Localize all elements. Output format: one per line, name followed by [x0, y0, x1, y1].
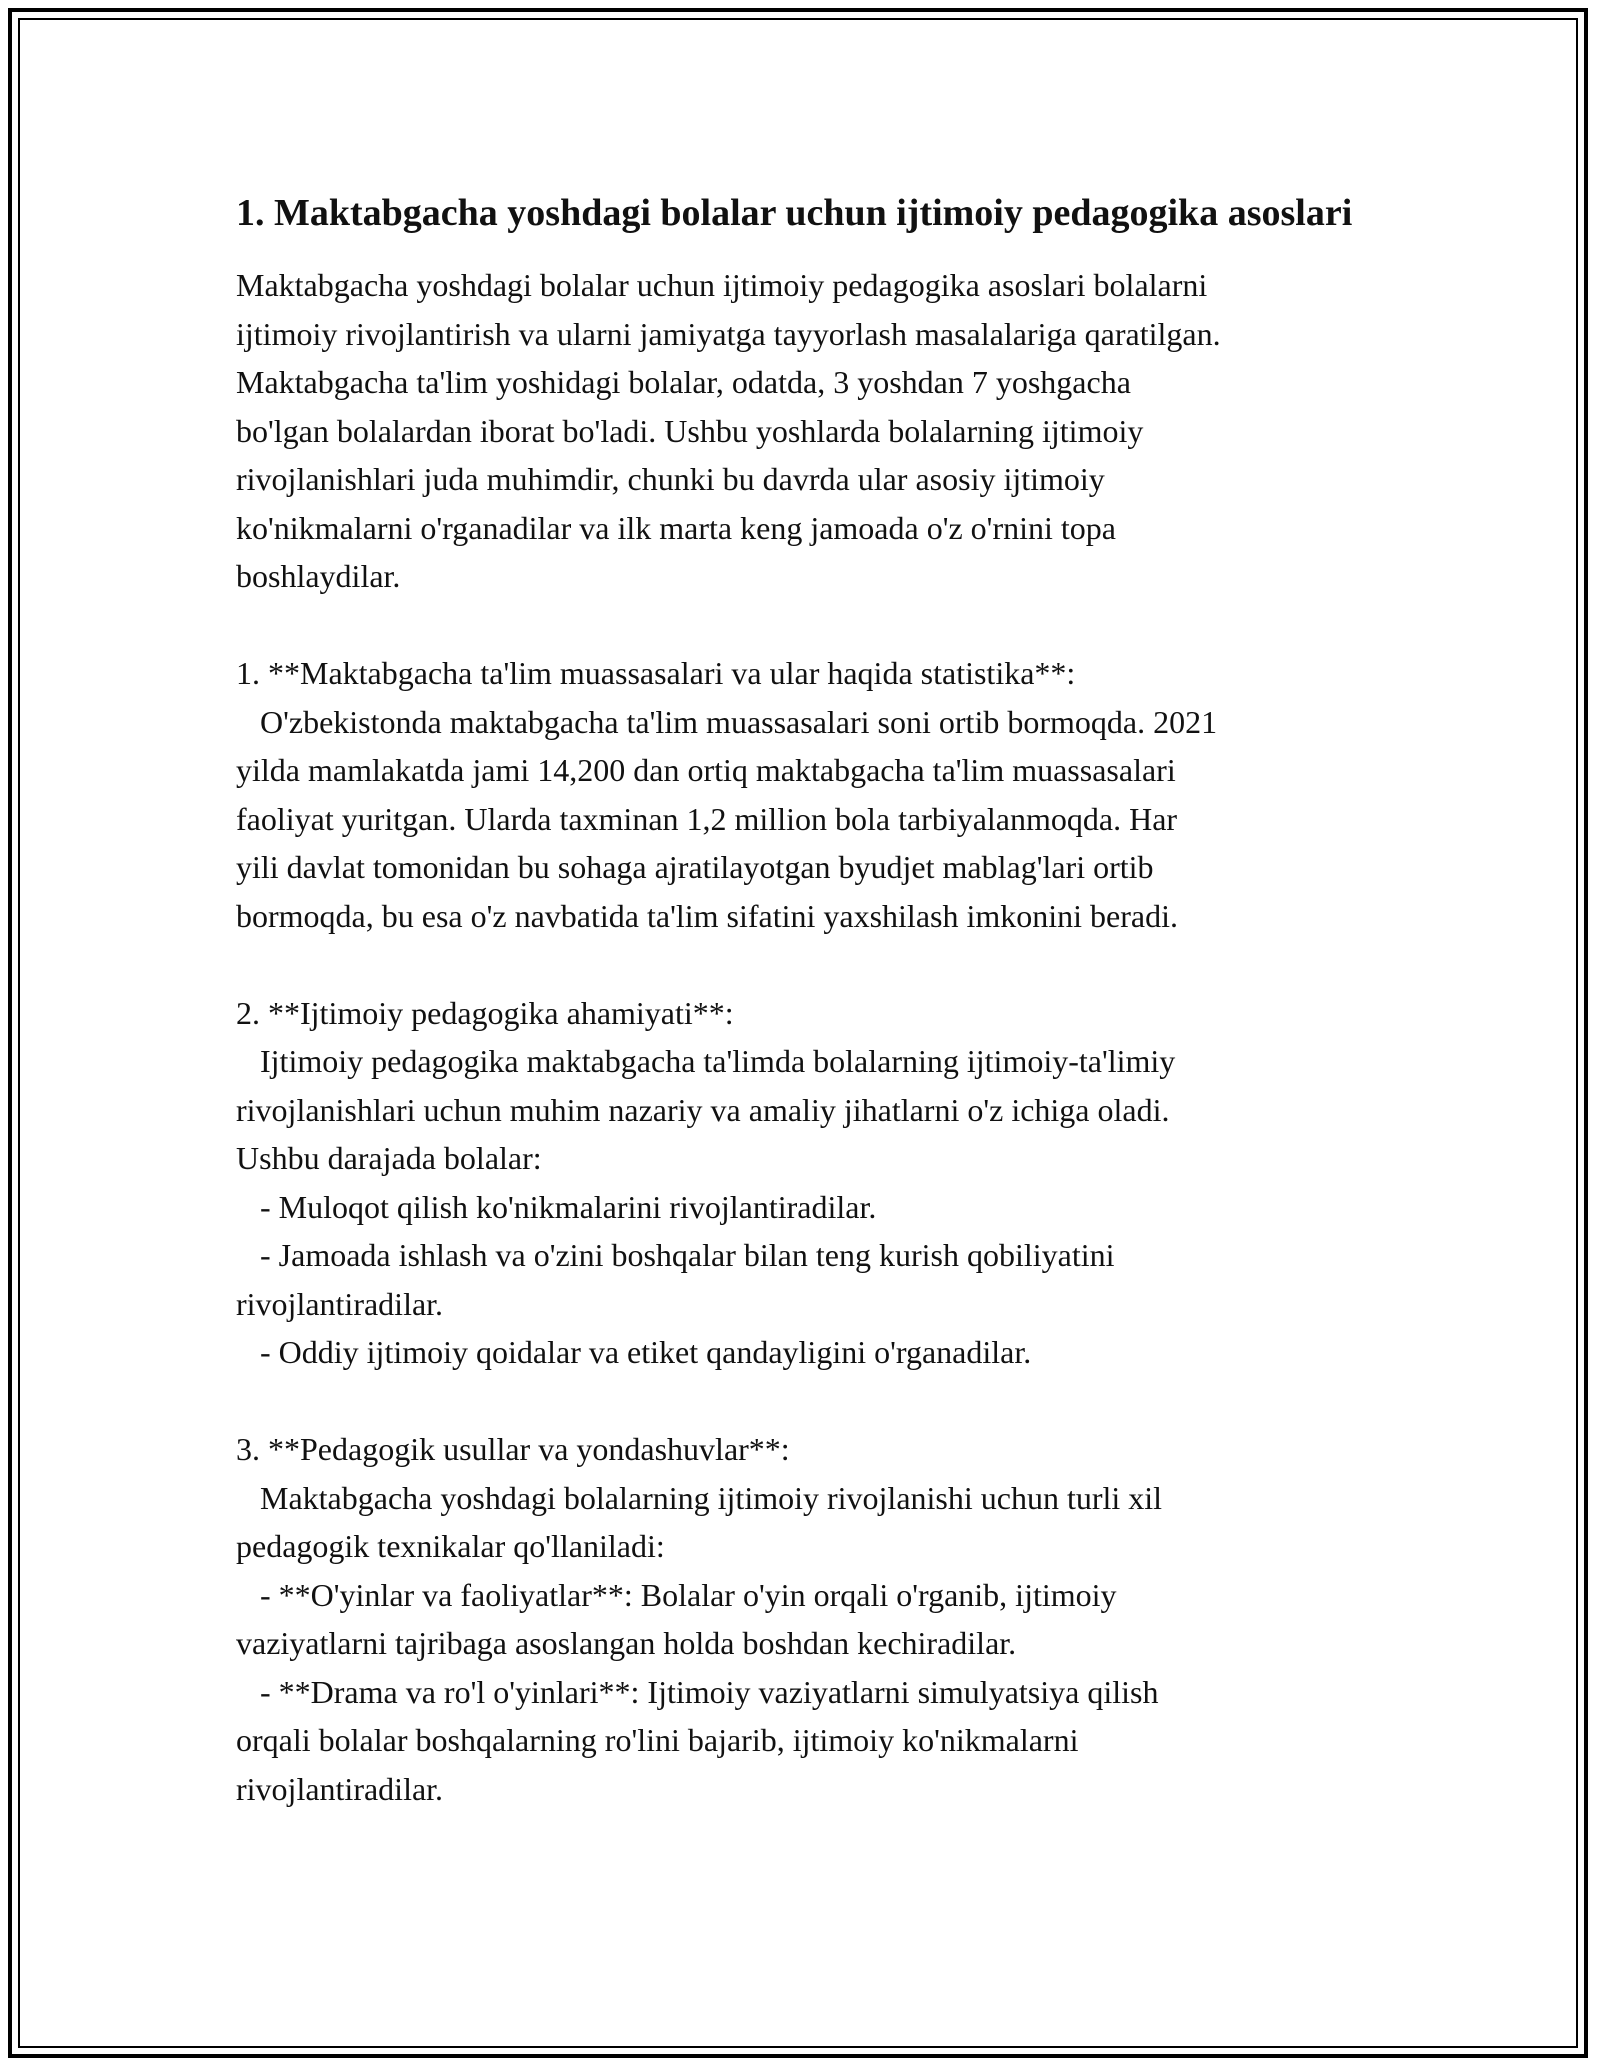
document-body	[236, 186, 1386, 1813]
text-line: ko'nikmalarni o'rganadilar va ilk marta keng jamoada o'z o'rnini topa	[236, 509, 1116, 546]
text-line: bo'lgan bolalardan iborat bo'ladi. Ushbu yoshlarda bolalarning ijtimoiy	[236, 412, 1144, 449]
text-line: - Muloqot qilish ko'nikmalarini rivojlantiradilar.	[236, 1188, 877, 1225]
text-line: 2. **Ijtimoiy pedagogika ahamiyati**:	[236, 994, 734, 1031]
text-line: orqali bolalar boshqalarning ro'lini bajarib, ijtimoiy ko'nikmalarni	[236, 1722, 1079, 1758]
text-line: rivojlanishlari uchun muhim nazariy va amaliy jihatlarni o'z ichiga oladi.	[236, 1091, 1170, 1128]
text-line: bormoqda, bu esa o'z navbatida ta'lim sifatini yaxshilash imkonini beradi.	[236, 897, 1178, 934]
text-line: pedagogik texnikalar qo'llaniladi:	[236, 1528, 665, 1564]
text-line: O'zbekistonda maktabgacha ta'lim muassasalari soni ortib bormoqda. 2021	[236, 703, 1218, 740]
text-line: rivojlantiradilar.	[236, 1285, 444, 1322]
paragraph	[236, 649, 1386, 940]
text-line: rivojlanishlari juda muhimdir, chunki bu davrda ular asosiy ijtimoiy	[236, 461, 1105, 497]
text-line: boshlaydilar.	[236, 558, 401, 594]
text-line: Maktabgacha yoshdagi bolalar uchun ijtimoiy pedagogika asoslari bolalarni	[236, 267, 1208, 303]
text-line: Ijtimoiy pedagogika maktabgacha ta'limda bolalarning ijtimoiy-ta'limiy	[236, 1043, 1176, 1079]
text-line: ijtimoiy rivojlantirish va ularni jamiyatga tayyorlash masalalariga qaratilgan.	[236, 315, 1221, 352]
paragraph-gap	[236, 601, 1386, 650]
document-heading: 1. Maktabgacha yoshdagi bolalar uchun ijtimoiy pedagogika asoslari	[236, 192, 1353, 234]
text-line: yilda mamlakatda jami 14,200 dan ortiq maktabgacha ta'lim muassasalari	[236, 752, 1176, 788]
text-line: vaziyatlarni tajribaga asoslangan holda boshdan kechiradilar.	[236, 1625, 1017, 1661]
paragraph-gap	[236, 1377, 1386, 1426]
text-line: - **Drama va ro'l o'yinlari**: Ijtimoiy vaziyatlarni simulyatsiya qilish	[236, 1673, 1159, 1710]
text-line: yili davlat tomonidan bu sohaga ajratilayotgan byudjet mablag'lari ortib	[236, 849, 1154, 885]
text-line: - Oddiy ijtimoiy qoidalar va etiket qandayligini o'rganadilar.	[236, 1334, 1032, 1370]
text-line: Maktabgacha ta'lim yoshidagi bolalar, odatda, 3 yoshdan 7 yoshgacha	[236, 364, 1131, 400]
text-line: faoliyat yuritgan. Ularda taxminan 1,2 million bola tarbiyalanmoqda. Har	[236, 800, 1178, 837]
text-line: - **O'yinlar va faoliyatlar**: Bolalar o'yin orqali o'rganib, ijtimoiy	[236, 1576, 1117, 1613]
text-line: Ushbu darajada bolalar:	[236, 1140, 542, 1176]
text-line: 3. **Pedagogik usullar va yondashuvlar**:	[236, 1431, 790, 1467]
text-line: - Jamoada ishlash va o'zini boshqalar bilan teng kurish qobiliyatini	[236, 1237, 1115, 1273]
paragraph	[236, 989, 1386, 1377]
paragraph-gap	[236, 940, 1386, 989]
text-line: rivojlantiradilar.	[236, 1770, 444, 1807]
paragraph	[236, 1425, 1386, 1813]
paragraph-list	[236, 261, 1386, 1813]
text-line: Maktabgacha yoshdagi bolalarning ijtimoiy rivojlanishi uchun turli xil	[236, 1479, 1163, 1516]
paragraph	[236, 261, 1386, 601]
text-line: 1. **Maktabgacha ta'lim muassasalari va ular haqida statistika**:	[236, 655, 1076, 691]
